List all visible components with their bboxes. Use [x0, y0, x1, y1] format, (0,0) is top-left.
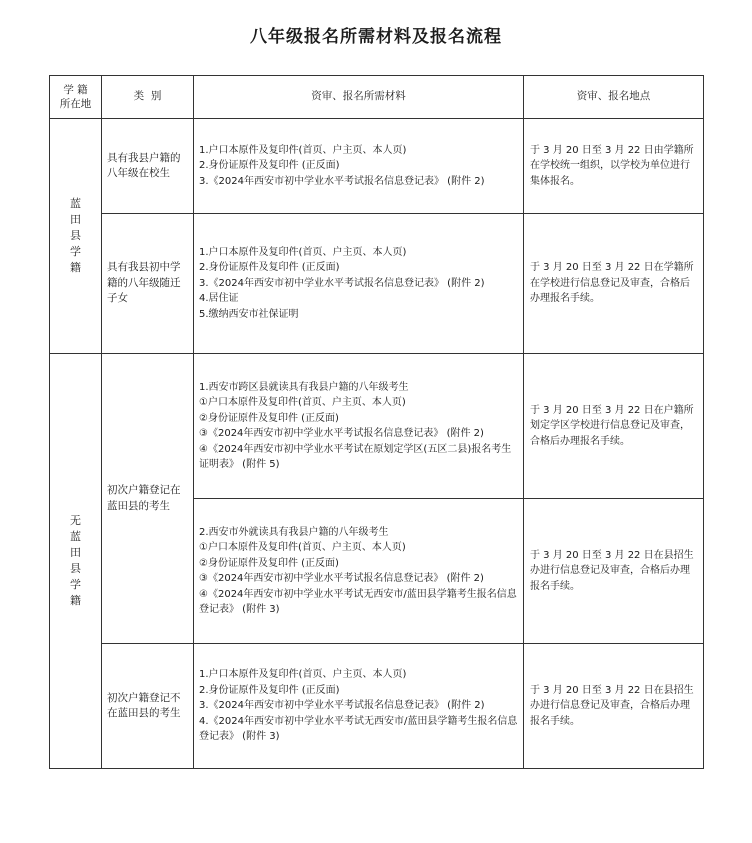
header-place: 资审、报名地点 — [524, 76, 704, 119]
table-row — [50, 119, 704, 214]
header-region: 学 籍 所在地 — [50, 76, 102, 119]
region-label: 无蓝田县学籍 — [70, 513, 81, 607]
material-item: ③《2024年西安市初中学业水平考试报名信息登记表》 (附件 2) — [199, 428, 484, 439]
material-item: 2.西安市外就读具有我县户籍的八年级考生 — [199, 526, 389, 538]
category-cell: 初次户籍登记不在蓝田县的考生 — [102, 644, 194, 769]
region-cell-non-lantian — [50, 354, 102, 769]
table-row — [50, 214, 704, 354]
material-item: 1.户口本原件及复印件(首页、户主页、本人页) — [199, 246, 407, 258]
table-header-row — [50, 76, 704, 119]
material-item: 2.身份证原件及复印件 (正反面) — [199, 262, 340, 274]
header-materials: 资审、报名所需材料 — [194, 76, 524, 119]
material-item: 3.《2024年西安市初中学业水平考试报名信息登记表》 (附件 2) — [199, 277, 485, 289]
place-cell: 于 3 月 20 日至 3 月 22 日由学籍所在学校统一组织，以学校为单位进行集体报名。 — [524, 119, 704, 214]
materials-cell — [194, 119, 524, 214]
category-cell: 具有我县初中学籍的八年级随迁子女 — [102, 214, 194, 354]
material-item: 4.《2024年西安市初中学业水平考试无西安市/蓝田县学籍考生报名信息登记表》 (附件 3) — [199, 715, 518, 743]
registration-table — [49, 75, 704, 769]
table-row — [50, 644, 704, 769]
material-item: 1.户口本原件及复印件(首页、户主页、本人页) — [199, 669, 407, 681]
material-item: 1.西安市跨区县就读具有我县户籍的八年级考生 — [199, 381, 409, 393]
region-label: 蓝田县学籍 — [70, 196, 81, 274]
materials-cell — [194, 644, 524, 769]
category-cell: 具有我县户籍的八年级在校生 — [102, 119, 194, 214]
material-item: ①户口本原件及复印件(首页、户主页、本人页) — [199, 542, 406, 553]
material-item: ④《2024年西安市初中学业水平考试在原划定学区(五区二县)报名考生证明表》 (附件 5) — [199, 443, 512, 470]
category-cell: 初次户籍登记在蓝田县的考生 — [102, 354, 194, 644]
material-item: ①户口本原件及复印件(首页、户主页、本人页) — [199, 397, 406, 408]
materials-cell — [194, 354, 524, 499]
place-cell: 于 3 月 20 日至 3 月 22 日在县招生办进行信息登记及审查，合格后办理报名手续。 — [524, 499, 704, 644]
material-item: 2.身份证原件及复印件 (正反面) — [199, 684, 340, 696]
material-item: ②身份证原件及复印件 (正反面) — [199, 412, 339, 424]
table-row — [50, 354, 704, 499]
place-cell: 于 3 月 20 日至 3 月 22 日在学籍所在学校进行信息登记及审查，合格后办理报名手续。 — [524, 214, 704, 354]
material-item: 5.缴纳西安市社保证明 — [199, 308, 299, 320]
header-category: 类 别 — [102, 76, 194, 119]
page-title: 八年级报名所需材料及报名流程 — [250, 27, 502, 47]
material-item: ④《2024年西安市初中学业水平考试无西安市/蓝田县学籍考生报名信息登记表》 (附件 3) — [199, 588, 517, 615]
material-item: 3.《2024年西安市初中学业水平考试报名信息登记表》 (附件 2) — [199, 700, 485, 712]
place-cell: 于 3 月 20 日至 3 月 22 日在户籍所划定学区学校进行信息登记及审查，合格后办理报名手续。 — [524, 354, 704, 499]
material-item: ②身份证原件及复印件 (正反面) — [199, 557, 339, 569]
region-cell-lantian — [50, 119, 102, 354]
material-item: 4.居住证 — [199, 293, 239, 305]
materials-cell — [194, 214, 524, 354]
material-item: 2.身份证原件及复印件 (正反面) — [199, 160, 340, 172]
material-item: ③《2024年西安市初中学业水平考试报名信息登记表》 (附件 2) — [199, 573, 484, 584]
material-item: 1.户口本原件及复印件(首页、户主页、本人页) — [199, 144, 407, 156]
materials-cell — [194, 499, 524, 644]
material-item: 3.《2024年西安市初中学业水平考试报名信息登记表》 (附件 2) — [199, 175, 485, 187]
place-cell: 于 3 月 20 日至 3 月 22 日在县招生办进行信息登记及审查，合格后办理报名手续。 — [524, 644, 704, 769]
